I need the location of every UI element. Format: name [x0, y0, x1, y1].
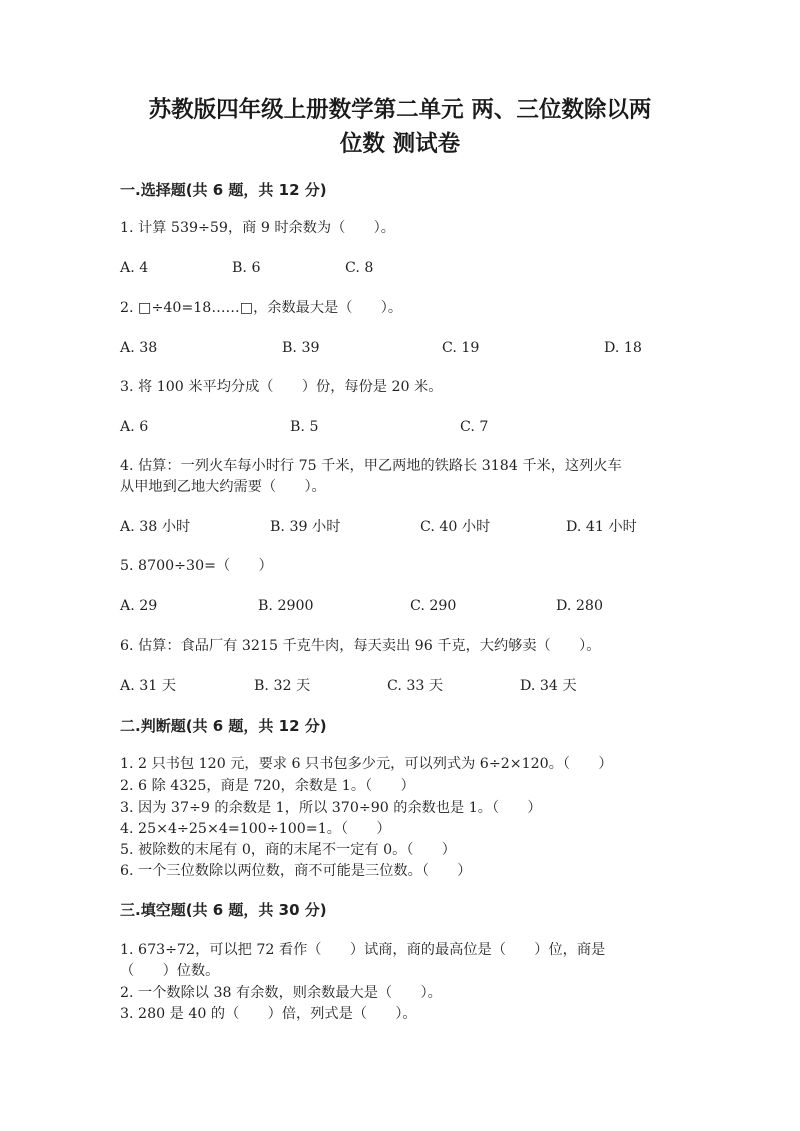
- question-text: 4. 估算：一列火车每小时行 75 千米，甲乙两地的铁路长 3184 千米，这列火车: [120, 458, 622, 474]
- option-b: B. 32 天: [254, 678, 311, 694]
- option-a: A. 29: [120, 598, 158, 614]
- question-text: 1. 计算 539÷59，商 9 时余数为（ ）。: [120, 220, 395, 236]
- section-heading-fill-in: 三.填空题(共 6 题，共 30 分): [120, 901, 327, 919]
- statement-item: 4. 25×4÷25×4=100÷100=1。（ ）: [120, 821, 391, 837]
- statement-item: 2. 6 除 4325，商是 720，余数是 1。（ ）: [120, 778, 415, 794]
- question-text: 6. 估算：食品厂有 3215 千克牛肉，每天卖出 96 千克，大约够卖（ ）。: [120, 638, 601, 654]
- option-d: D. 34 天: [520, 678, 577, 694]
- option-b: B. 6: [232, 260, 261, 276]
- option-c: C. 8: [345, 260, 374, 276]
- option-c: C. 19: [442, 340, 480, 356]
- page-title-line2: 位数 测试卷: [339, 131, 461, 157]
- option-c: C. 33 天: [387, 678, 444, 694]
- option-d: D. 41 小时: [566, 519, 637, 535]
- option-a: A. 38: [120, 340, 158, 356]
- option-b: B. 5: [290, 419, 319, 435]
- option-d: D. 18: [604, 340, 642, 356]
- statement-item: 3. 因为 37÷9 的余数是 1，所以 370÷90 的余数也是 1。（ ）: [120, 800, 542, 816]
- option-d: D. 280: [556, 598, 603, 614]
- option-b: B. 39 小时: [270, 519, 341, 535]
- option-a: A. 4: [120, 260, 149, 276]
- fill-item-continued: （ ）位数。: [120, 963, 220, 979]
- section-heading-choice: 一.选择题(共 6 题，共 12 分): [120, 181, 327, 199]
- statement-item: 6. 一个三位数除以两位数，商不可能是三位数。（ ）: [120, 863, 472, 879]
- option-a: A. 31 天: [120, 678, 177, 694]
- question-text: 2. □÷40=18……□，余数最大是（ ）。: [120, 300, 403, 316]
- statement-item: 5. 被除数的末尾有 0，商的末尾不一定有 0。（ ）: [120, 842, 456, 858]
- option-c: C. 7: [460, 419, 489, 435]
- option-c: C. 40 小时: [420, 519, 491, 535]
- option-b: B. 2900: [258, 598, 314, 614]
- question-text-continued: 从甲地到乙地大约需要（ ）。: [120, 479, 326, 495]
- section-heading-true-false: 二.判断题(共 6 题，共 12 分): [120, 717, 327, 735]
- option-a: A. 38 小时: [120, 519, 191, 535]
- option-a: A. 6: [120, 419, 149, 435]
- fill-item: 3. 280 是 40 的（ ）倍，列式是（ ）。: [120, 1006, 417, 1022]
- option-c: C. 290: [410, 598, 457, 614]
- statement-item: 1. 2 只书包 120 元，要求 6 只书包多少元，可以列式为 6÷2×120。（ ）: [120, 756, 613, 772]
- question-text: 5. 8700÷30=（ ）: [120, 558, 273, 574]
- question-text: 3. 将 100 米平均分成（ ）份，每份是 20 米。: [120, 379, 443, 395]
- fill-item: 1. 673÷72，可以把 72 看作（ ）试商，商的最高位是（ ）位，商是: [120, 942, 606, 958]
- fill-item: 2. 一个数除以 38 有余数，则余数最大是（ ）。: [120, 985, 442, 1001]
- option-b: B. 39: [282, 340, 320, 356]
- page-title-line1: 苏教版四年级上册数学第二单元 两、三位数除以两: [148, 97, 652, 123]
